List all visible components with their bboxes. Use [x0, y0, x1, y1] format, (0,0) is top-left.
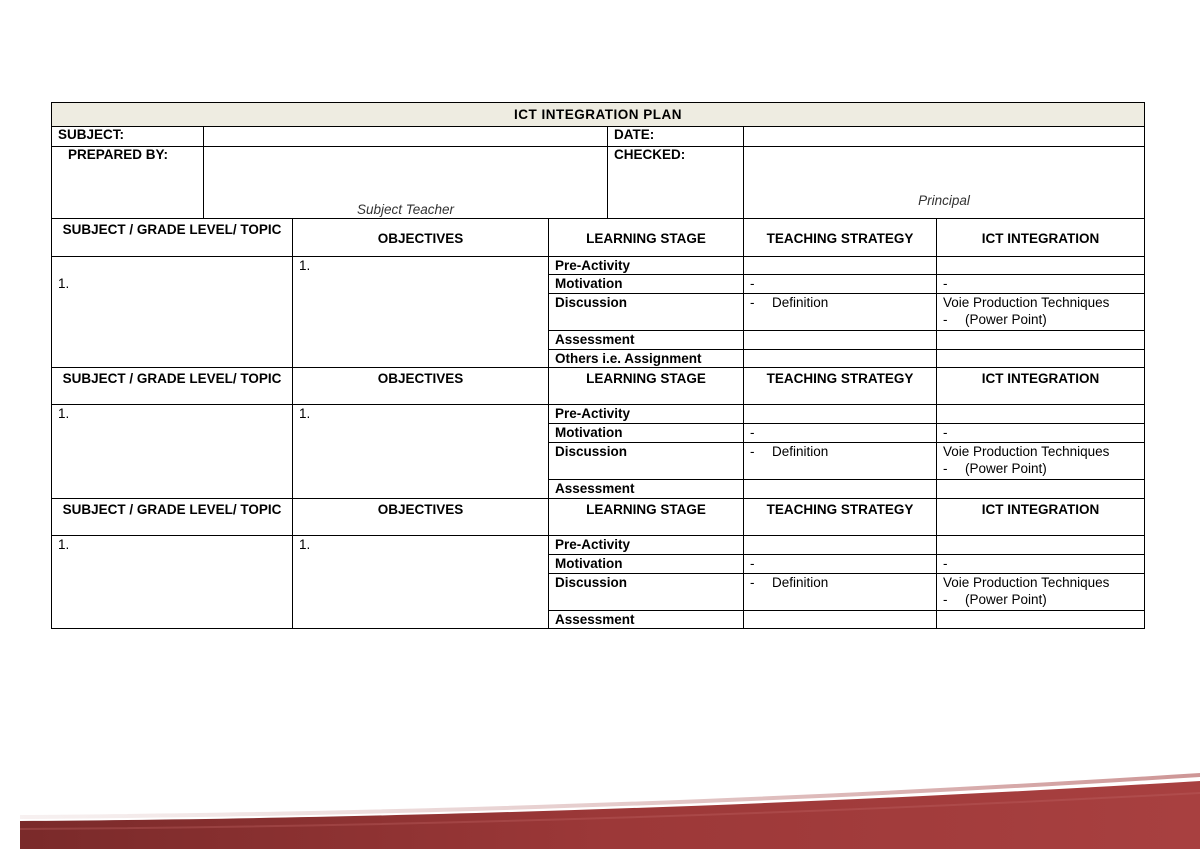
- ict-pre-activity[interactable]: [937, 536, 1145, 555]
- objective-cell[interactable]: 1.: [293, 257, 549, 368]
- table-row: [52, 405, 1145, 424]
- strategy-discussion-text: Definition: [772, 575, 829, 590]
- strategy-assessment[interactable]: [744, 611, 937, 629]
- ict-bullet: -: [943, 592, 948, 607]
- subject-value[interactable]: [204, 127, 608, 147]
- column-header-objectives: OBJECTIVES: [293, 499, 549, 536]
- column-header-teaching-strategy: TEACHING STRATEGY: [744, 219, 937, 257]
- column-header-objectives: OBJECTIVES: [293, 219, 549, 257]
- ict-pre-activity[interactable]: [937, 405, 1145, 424]
- strategy-motivation[interactable]: -: [744, 275, 937, 294]
- topic-cell[interactable]: 1.: [52, 257, 293, 368]
- column-header-ict-integration: ICT INTEGRATION: [937, 499, 1145, 536]
- strategy-bullet: -: [750, 575, 755, 590]
- strategy-others[interactable]: [744, 350, 937, 368]
- footer-swoosh-graphic: [0, 759, 1200, 849]
- column-header-objectives: OBJECTIVES: [293, 368, 549, 405]
- column-header-subject-topic: SUBJECT / GRADE LEVEL/ TOPIC: [52, 499, 293, 536]
- objective-cell[interactable]: 1.: [293, 536, 549, 629]
- checked-label: CHECKED:: [608, 147, 744, 219]
- ict-motivation[interactable]: -: [937, 555, 1145, 574]
- ict-discussion-text: Voie Production Techniques: [943, 444, 1110, 459]
- prepared-by-label: PREPARED BY:: [52, 147, 204, 219]
- ict-discussion-text: Voie Production Techniques: [943, 575, 1110, 590]
- ict-discussion-sub: (Power Point): [965, 461, 1047, 476]
- strategy-discussion[interactable]: [744, 574, 937, 611]
- ict-bullet: -: [943, 312, 948, 327]
- column-header-ict-integration: ICT INTEGRATION: [937, 368, 1145, 405]
- stage-discussion: Discussion: [549, 443, 744, 480]
- strategy-discussion-text: Definition: [772, 295, 829, 310]
- stage-motivation: Motivation: [549, 275, 744, 294]
- strategy-pre-activity[interactable]: [744, 536, 937, 555]
- strategy-assessment[interactable]: [744, 480, 937, 499]
- ict-motivation[interactable]: -: [937, 275, 1145, 294]
- ict-assessment[interactable]: [937, 331, 1145, 350]
- strategy-bullet: -: [750, 444, 755, 459]
- table-row: [52, 257, 1145, 275]
- strategy-assessment[interactable]: [744, 331, 937, 350]
- topic-cell[interactable]: 1.: [52, 405, 293, 499]
- column-header-subject-topic: SUBJECT / GRADE LEVEL/ TOPIC: [52, 219, 293, 257]
- ict-pre-activity[interactable]: [937, 257, 1145, 275]
- strategy-discussion[interactable]: [744, 443, 937, 480]
- column-header-ict-integration: ICT INTEGRATION: [937, 219, 1145, 257]
- date-value[interactable]: [744, 127, 1145, 147]
- column-header-teaching-strategy: TEACHING STRATEGY: [744, 499, 937, 536]
- stage-discussion: Discussion: [549, 574, 744, 611]
- column-header-learning-stage: LEARNING STAGE: [549, 219, 744, 257]
- ict-discussion[interactable]: [937, 294, 1145, 331]
- stage-motivation: Motivation: [549, 555, 744, 574]
- strategy-motivation[interactable]: -: [744, 555, 937, 574]
- column-header-teaching-strategy: TEACHING STRATEGY: [744, 368, 937, 405]
- column-header-subject-topic: SUBJECT / GRADE LEVEL/ TOPIC: [52, 368, 293, 405]
- strategy-pre-activity[interactable]: [744, 257, 937, 275]
- ict-discussion-text: Voie Production Techniques: [943, 295, 1110, 310]
- table-row: [52, 536, 1145, 555]
- strategy-pre-activity[interactable]: [744, 405, 937, 424]
- stage-pre-activity: Pre-Activity: [549, 257, 744, 275]
- stage-others: Others i.e. Assignment: [549, 350, 744, 368]
- ict-discussion-sub: (Power Point): [965, 592, 1047, 607]
- strategy-bullet: -: [750, 295, 755, 310]
- ict-discussion[interactable]: [937, 443, 1145, 480]
- stage-discussion: Discussion: [549, 294, 744, 331]
- stage-assessment: Assessment: [549, 480, 744, 499]
- subject-teacher-signature[interactable]: Subject Teacher: [204, 147, 608, 219]
- stage-pre-activity: Pre-Activity: [549, 536, 744, 555]
- ict-discussion[interactable]: [937, 574, 1145, 611]
- ict-integration-plan-table: [51, 102, 1145, 629]
- ict-motivation[interactable]: -: [937, 424, 1145, 443]
- stage-assessment: Assessment: [549, 331, 744, 350]
- topic-cell[interactable]: 1.: [52, 536, 293, 629]
- strategy-discussion[interactable]: [744, 294, 937, 331]
- ict-others[interactable]: [937, 350, 1145, 368]
- stage-pre-activity: Pre-Activity: [549, 405, 744, 424]
- column-header-learning-stage: LEARNING STAGE: [549, 499, 744, 536]
- stage-motivation: Motivation: [549, 424, 744, 443]
- objective-cell[interactable]: 1.: [293, 405, 549, 499]
- ict-bullet: -: [943, 461, 948, 476]
- subject-label: SUBJECT:: [52, 127, 204, 147]
- principal-signature[interactable]: Principal: [744, 147, 1145, 219]
- ict-assessment[interactable]: [937, 480, 1145, 499]
- strategy-motivation[interactable]: -: [744, 424, 937, 443]
- plan-title: ICT INTEGRATION PLAN: [52, 103, 1145, 127]
- ict-assessment[interactable]: [937, 611, 1145, 629]
- stage-assessment: Assessment: [549, 611, 744, 629]
- column-header-learning-stage: LEARNING STAGE: [549, 368, 744, 405]
- strategy-discussion-text: Definition: [772, 444, 829, 459]
- date-label: DATE:: [608, 127, 744, 147]
- ict-discussion-sub: (Power Point): [965, 312, 1047, 327]
